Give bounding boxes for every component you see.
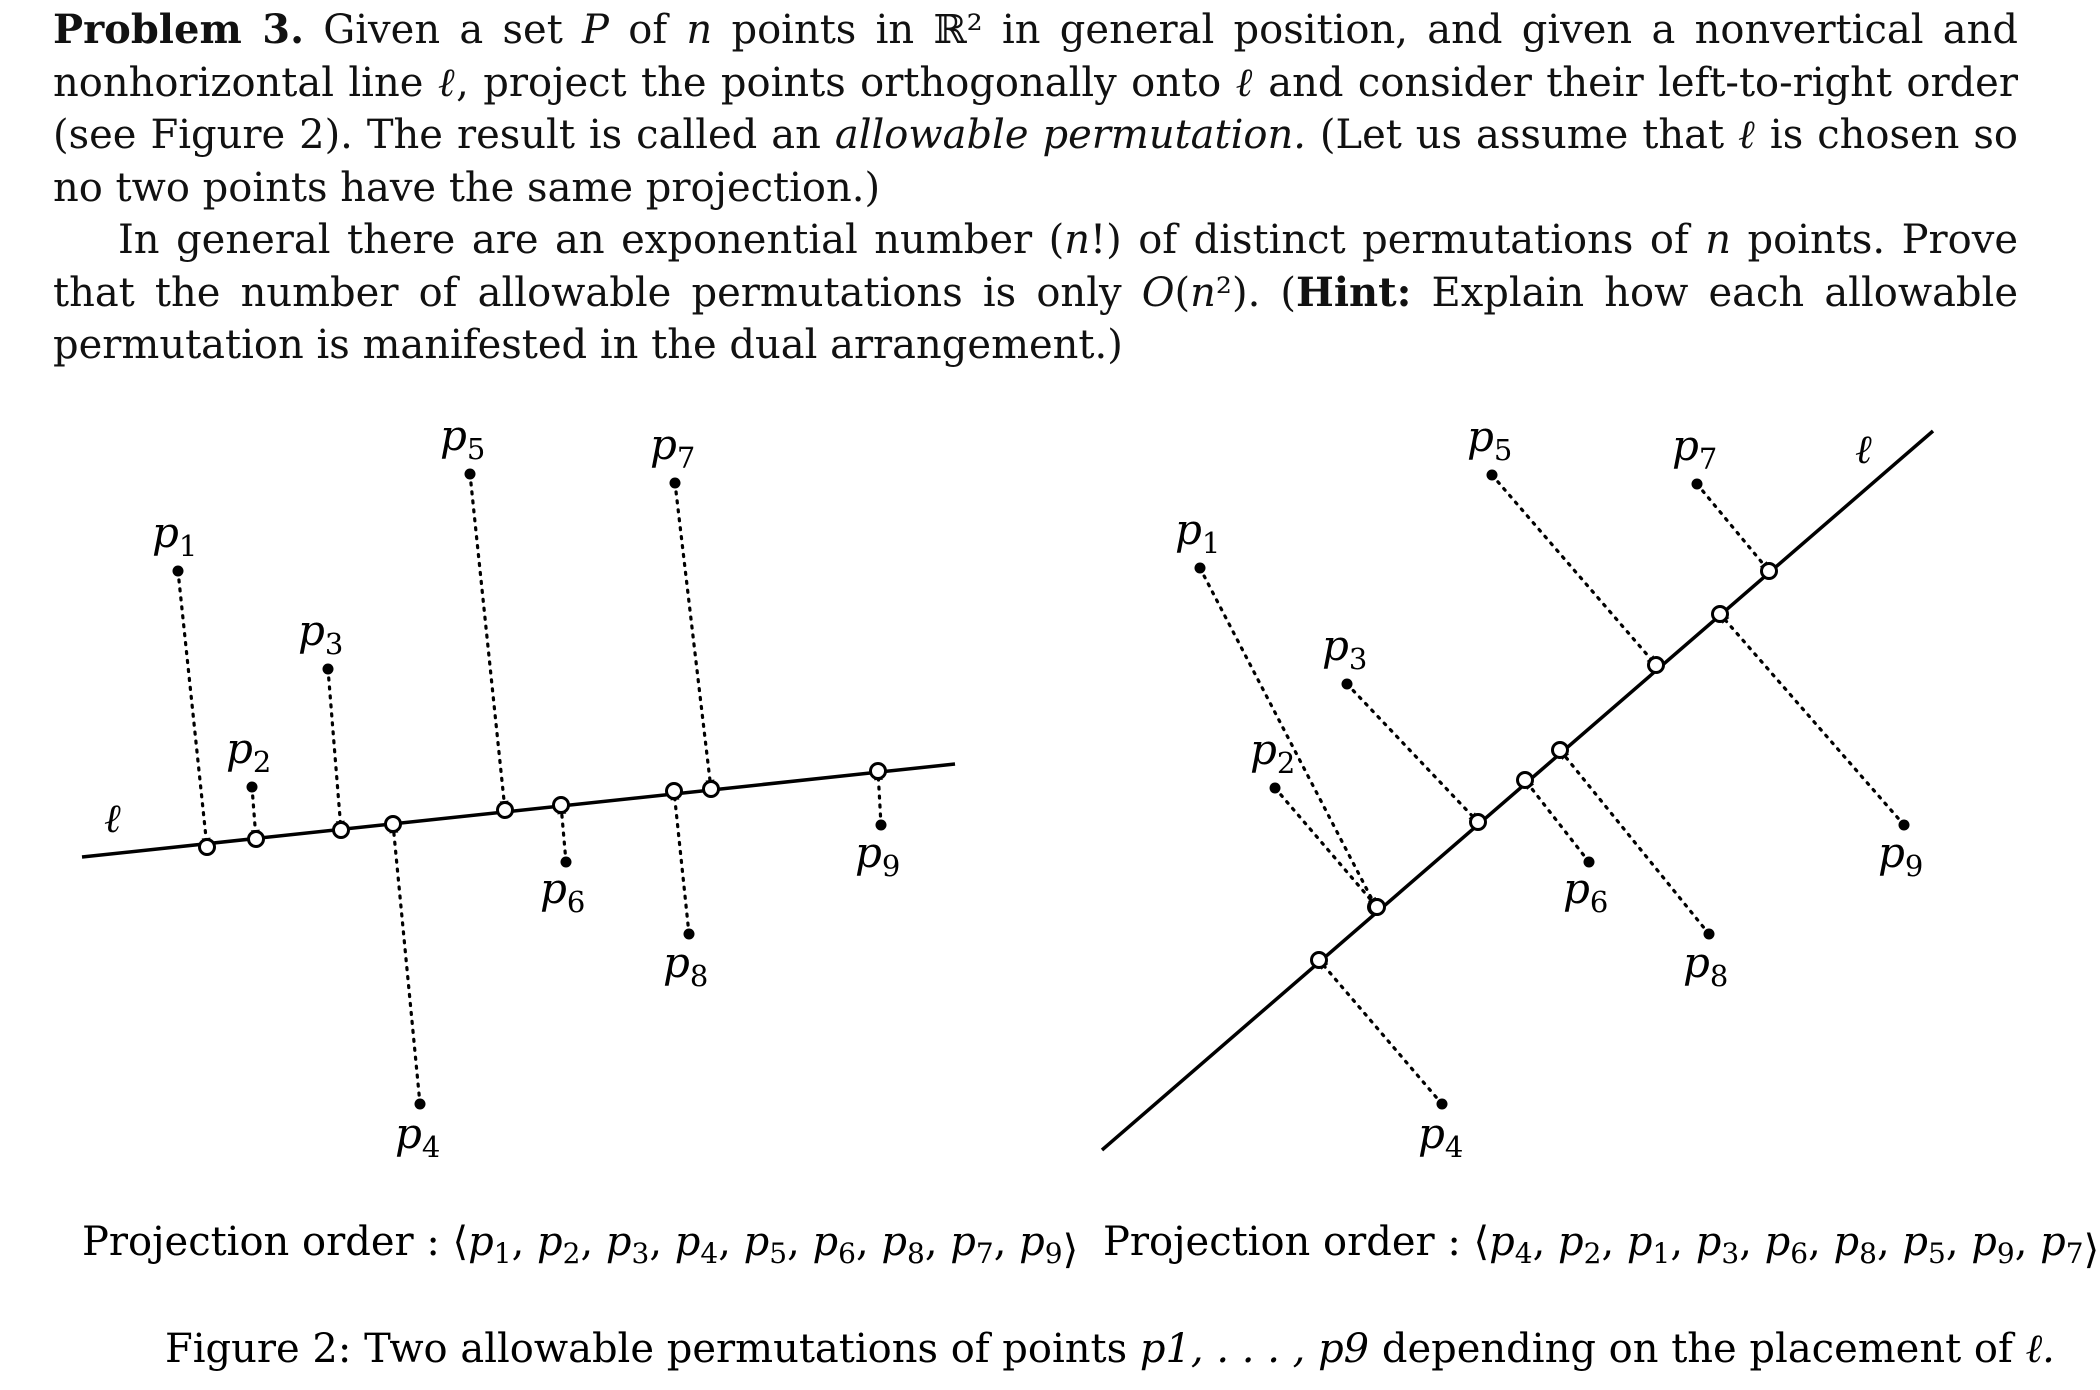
text-run: and consider their left-to-right order (see Figure 2). The result is called an xyxy=(53,59,2018,158)
point-dot-right xyxy=(1692,479,1703,490)
point-dot-right xyxy=(1270,783,1281,794)
projection-mark-left xyxy=(871,764,886,779)
projection-arrow-right xyxy=(1720,614,1904,825)
projection-arrow-left xyxy=(675,483,711,789)
order-item: p xyxy=(1764,1219,1791,1265)
order-item: p xyxy=(674,1219,701,1265)
projection-mark-right xyxy=(1370,900,1385,915)
point-label-left: $p_6$ xyxy=(540,864,586,919)
caption-end: ℓ. xyxy=(2025,1326,2055,1372)
figure-caption xyxy=(165,1326,2055,1372)
caption-prefix: Figure 2: Two allowable permutations of points xyxy=(165,1326,1140,1372)
order-item: p xyxy=(950,1219,976,1265)
math-symbol: O xyxy=(1141,269,1175,316)
order-item: p xyxy=(1902,1219,1928,1265)
order-item: p xyxy=(2040,1219,2066,1265)
projection-order-right: Projection order : $⟨p_4$, $p_2$, $p_1$, $p_3$, $p_6$, $p_8$, $p_5$, $p_9$, $p_7⟩$ xyxy=(1103,1219,2100,1273)
projection-order-label: Projection order : xyxy=(82,1219,453,1265)
math-symbol: n xyxy=(1190,269,1216,316)
projection-mark-right xyxy=(1312,953,1327,968)
point-dot-right xyxy=(1437,1099,1448,1110)
projection-mark-right xyxy=(1518,773,1533,788)
order-item: p xyxy=(812,1219,839,1265)
projection-arrow-right xyxy=(1200,568,1376,907)
projection-mark-left xyxy=(704,782,719,797)
point-dot-left xyxy=(173,566,184,577)
point-label-right: $p_1$ xyxy=(1175,505,1221,560)
line-label-right: ℓ xyxy=(1855,427,1872,473)
order-item: p xyxy=(1558,1219,1584,1265)
projection-mark-left xyxy=(554,798,569,813)
order-item: p xyxy=(1019,1219,1045,1265)
projection-mark-right xyxy=(1713,607,1728,622)
text-run: In general there are an exponential number ( xyxy=(118,217,1065,263)
projection-line-right xyxy=(1102,431,1933,1150)
line-label-left: ℓ xyxy=(104,796,121,842)
projection-arrow-right xyxy=(1525,780,1589,862)
text-run: points in ℝ² in general position, and given a nonvertical and nonhorizontal line xyxy=(53,7,2018,106)
point-dot-left xyxy=(323,664,334,675)
order-item: p xyxy=(468,1219,494,1265)
text-run: of xyxy=(608,7,687,53)
projection-arrow-right xyxy=(1319,960,1442,1104)
emphasis-term: allowable permutation. xyxy=(834,112,1306,158)
point-dot-left xyxy=(415,1099,426,1110)
projection-arrow-left xyxy=(178,571,207,847)
problem-heading: Problem 3. xyxy=(53,6,305,53)
text-run: ( xyxy=(1174,269,1191,316)
point-label-right: $p_2$ xyxy=(1250,725,1296,780)
point-label-right: $p_8$ xyxy=(1683,938,1729,993)
projection-mark-left xyxy=(334,823,349,838)
point-label-left: $p_4$ xyxy=(395,1109,441,1164)
point-dot-left xyxy=(247,782,258,793)
order-item: p xyxy=(1489,1219,1515,1265)
text-run: , project the points orthogonally onto xyxy=(456,59,1236,106)
order-item: p xyxy=(1971,1219,1997,1265)
projection-arrow-left xyxy=(328,669,341,830)
projection-mark-left xyxy=(667,784,682,799)
projection-arrow-left xyxy=(470,474,505,810)
point-label-right: $p_6$ xyxy=(1563,864,1609,919)
text-run: points. Prove that the number of allowable permutations is only xyxy=(53,217,2019,316)
projection-mark-left xyxy=(498,803,513,818)
point-dot-right xyxy=(1195,563,1206,574)
point-label-left: $p_9$ xyxy=(855,828,901,883)
order-item: p xyxy=(881,1219,907,1265)
point-label-right: $p_4$ xyxy=(1418,1109,1464,1164)
point-dot-right xyxy=(1342,679,1353,690)
point-label-right: $p_5$ xyxy=(1467,412,1513,467)
point-dot-left xyxy=(670,478,681,489)
text-run: is chosen so no two points have the same projection.) xyxy=(53,112,2019,211)
math-symbol: n xyxy=(1705,217,1732,263)
projection-mark-right xyxy=(1649,658,1664,673)
projection-mark-left xyxy=(249,832,264,847)
caption-points: p1, . . . , p9 xyxy=(1139,1326,1370,1372)
projection-mark-right xyxy=(1762,564,1777,579)
math-symbol: ℓ xyxy=(437,59,457,106)
order-item: p xyxy=(605,1219,632,1265)
point-label-right: $p_3$ xyxy=(1322,621,1368,676)
caption-suffix: depending on the placement of xyxy=(1369,1326,2026,1372)
math-symbol: ℓ xyxy=(1738,112,1756,158)
point-label-right: $p_7$ xyxy=(1672,421,1718,476)
point-label-left: $p_1$ xyxy=(152,508,198,563)
math-symbol: ℓ xyxy=(1235,59,1254,106)
math-symbol: n xyxy=(1064,217,1090,263)
projection-mark-right xyxy=(1471,815,1486,830)
order-item: p xyxy=(1626,1219,1653,1265)
order-item: p xyxy=(1695,1219,1722,1265)
projection-arrow-right xyxy=(1697,484,1769,571)
hint-label: Hint: xyxy=(1296,268,1412,316)
order-item: p xyxy=(537,1219,563,1265)
projection-arrow-right xyxy=(1275,788,1377,907)
projection-arrow-right xyxy=(1347,684,1478,822)
point-label-left: $p_8$ xyxy=(663,938,709,993)
projection-arrow-left xyxy=(674,791,689,934)
math-symbol: P xyxy=(582,7,609,53)
left-panel xyxy=(82,411,1078,1273)
text-run: !) of distinct permutations of xyxy=(1090,217,1706,263)
order-item: p xyxy=(743,1219,770,1265)
projection-mark-left xyxy=(386,817,401,832)
point-label-left: $p_2$ xyxy=(226,724,272,779)
projection-arrow-left xyxy=(393,824,420,1104)
text-run: (Let us assume that xyxy=(1305,112,1739,158)
point-label-left: $p_5$ xyxy=(440,411,486,466)
projection-mark-left xyxy=(200,840,215,855)
text-run: ²). ( xyxy=(1215,269,1297,316)
right-panel xyxy=(1102,412,2099,1273)
projection-order-label: Projection order : xyxy=(1103,1219,1474,1265)
projection-order-left: Projection order : $⟨p_1$, $p_2$, $p_3$, $p_4$, $p_5$, $p_6$, $p_8$, $p_7$, $p_9⟩$ xyxy=(82,1219,1079,1273)
projection-arrow-right xyxy=(1492,475,1656,665)
point-label-left: $p_7$ xyxy=(650,420,696,475)
math-symbol: n xyxy=(686,7,713,53)
projection-mark-right xyxy=(1553,743,1568,758)
text-run: Explain how each allowable permutation is manifested in the dual arrangement.) xyxy=(53,269,2018,368)
text-run: Given a set xyxy=(304,7,583,53)
point-dot-right xyxy=(1487,470,1498,481)
point-label-right: $p_9$ xyxy=(1878,828,1924,883)
point-dot-left xyxy=(465,469,476,480)
order-item: p xyxy=(1833,1219,1860,1265)
point-label-left: $p_3$ xyxy=(298,606,344,661)
